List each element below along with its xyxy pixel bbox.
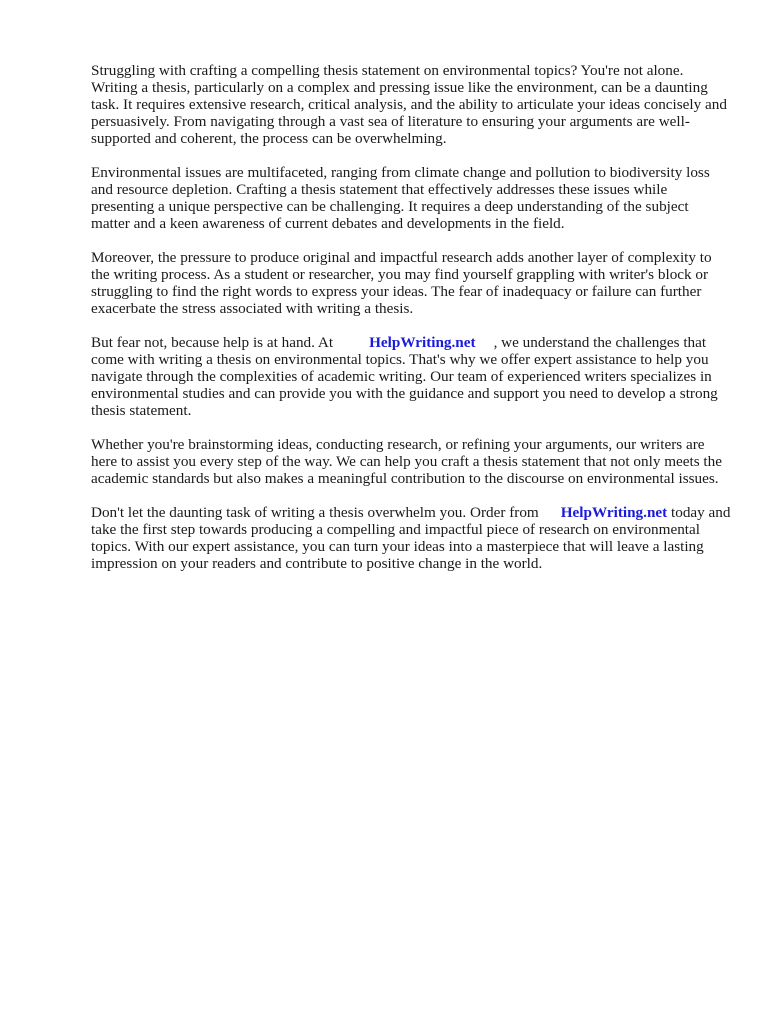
document-body [91,62,731,589]
helpwriting-link[interactable]: HelpWriting.net [369,334,476,351]
paragraph-help-rest: , we understand the challenges that come with writing a thesis on environmental topics. That's why we offer expert assistance to help you navigate through the complexities of academic writing. Our team of experienced writers specializes in environmental studies and can provide you with the guidance and support you need to develop a strong thesis statement. [91,334,718,419]
paragraph-order [91,504,731,572]
paragraph-pressure: Moreover, the pressure to produce original and impactful research adds another layer of complexity to the writing process. As a student or researcher, you may find yourself grappling with writer's block or struggling to find the right words to express your ideas. The fear of inadequacy or failure can further exacerbate the stress associated with writing a thesis. [91,249,712,317]
paragraph-help [91,334,731,419]
paragraph-order-rest: today and take the first step towards producing a compelling and impactful piece of research on environmental topics. With our expert assistance, you can turn your ideas into a masterpiece that will leave a lasting impression on your readers and contribute to positive change in the world. [91,504,731,572]
paragraph-order-lead: Don't let the daunting task of writing a thesis overwhelm you. Order from [91,504,539,521]
paragraph-help-lead: But fear not, because help is at hand. At [91,334,334,351]
paragraph-environmental-issues: Environmental issues are multifaceted, ranging from climate change and pollution to biodiversity loss and resource depletion. Crafting a thesis statement that effectively addresses these issues while presenting a unique perspective can be challenging. It requires a deep understanding of the subject matter and a keen awareness of current debates and developments in the field. [91,164,710,232]
helpwriting-order-link[interactable]: HelpWriting.net [560,504,668,521]
paragraph-writers: Whether you're brainstorming ideas, conducting research, or refining your arguments, our writers are here to assist you every step of the way. We can help you craft a thesis statement that not only meets the academic standards but also makes a meaningful contribution to the discourse on environmental issues. [91,436,722,487]
paragraph-intro: Struggling with crafting a compelling thesis statement on environmental topics? You're not alone. Writing a thesis, particularly on a complex and pressing issue like the environment, can be a daunting task. It requires extensive research, critical analysis, and the ability to articulate your ideas concisely and persuasively. From navigating through a vast sea of literature to ensuring your arguments are well-supported and coherent, the process can be overwhelming. [91,62,727,147]
